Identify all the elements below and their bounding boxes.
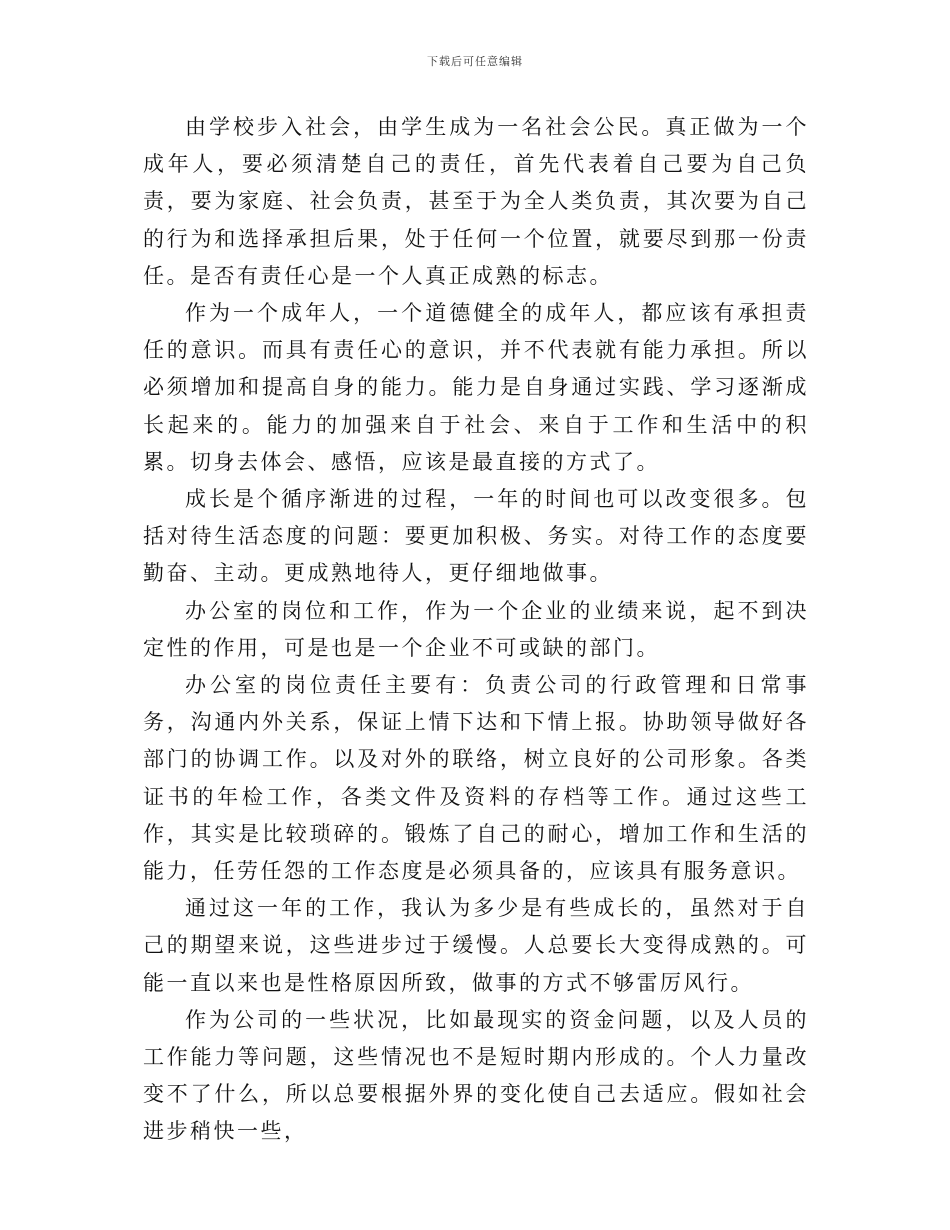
document-body bbox=[143, 109, 809, 1151]
paragraph-2: 作为一个成年人，一个道德健全的成年人，都应该有承担责任的意识。而具有责任心的意识，并不代表就有能力承担。所以必须增加和提高自身的能力。能力是自身通过实践、学习逐渐成长起来的。能力的加强来自于社会、来自于工作和生活中的积累。切身去体会、感悟，应该是最直接的方式了。 bbox=[143, 301, 809, 474]
paragraph-5: 办公室的岗位责任主要有：负责公司的行政管理和日常事务，沟通内外关系，保证上情下达和下情上报。协助领导做好各部门的协调工作。以及对外的联络，树立良好的公司形象。各类证书的年检工作，各类文件及资料的存档等工作。通过这些工作，其实是比较琐碎的。锻炼了自己的耐心，增加工作和生活的能力，任劳任怨的工作态度是必须具备的，应该具有服务意识。 bbox=[143, 673, 809, 884]
paragraph-3: 成长是个循序渐进的过程，一年的时间也可以改变很多。包括对待生活态度的问题：要更加积极、务实。对待工作的态度要勤奋、主动。更成熟地待人，更仔细地做事。 bbox=[143, 487, 809, 586]
paragraph-1: 由学校步入社会，由学生成为一名社会公民。真正做为一个成年人，要必须清楚自己的责任，首先代表着自己要为自己负责，要为家庭、社会负责，甚至于为全人类负责，其次要为自己的行为和选择承担后果，处于任何一个位置，就要尽到那一份责任。是否有责任心是一个人真正成熟的标志。 bbox=[143, 115, 809, 288]
paragraph-4: 办公室的岗位和工作，作为一个企业的业绩来说，起不到决定性的作用，可是也是一个企业不可或缺的部门。 bbox=[143, 598, 809, 660]
paragraph-7: 作为公司的一些状况，比如最现实的资金问题，以及人员的工作能力等问题，这些情况也不是短时期内形成的。个人力量改变不了什么，所以总要根据外界的变化使自己去适应。假如社会进步稍快一些， bbox=[143, 1007, 809, 1144]
page-header-note: 下载后可任意编辑 bbox=[427, 55, 523, 68]
paragraph-6: 通过这一年的工作，我认为多少是有些成长的，虽然对于自己的期望来说，这些进步过于缓慢。人总要长大变得成熟的。可能一直以来也是性格原因所致，做事的方式不够雷厉风行。 bbox=[143, 896, 809, 995]
